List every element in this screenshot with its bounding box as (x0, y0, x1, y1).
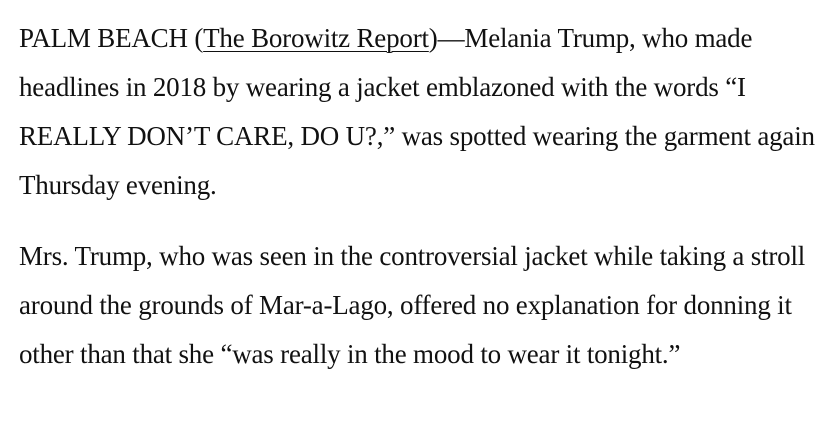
paragraph-2-text: Mrs. Trump, who was seen in the controversial jacket while taking a stroll around the grounds of Mar-a-Lago, offered no explanation for donning it other than that she “was really in the mood to wear it tonight.” (19, 241, 806, 369)
open-paren: ( (187, 23, 204, 53)
article-paragraph-2 (19, 232, 819, 379)
article-body (19, 14, 819, 379)
dateline: PALM BEACH (19, 23, 188, 53)
borowitz-report-link[interactable]: The Borowitz Report (203, 23, 429, 53)
article-paragraph-1 (19, 14, 819, 210)
paragraph-1-text: )—Melania Trump, who made headlines in 2018 by wearing a jacket emblazoned with the words “I REALLY DON’T CARE, DO U?,” was spotted wearing the garment again Thursday evening. (19, 23, 815, 200)
